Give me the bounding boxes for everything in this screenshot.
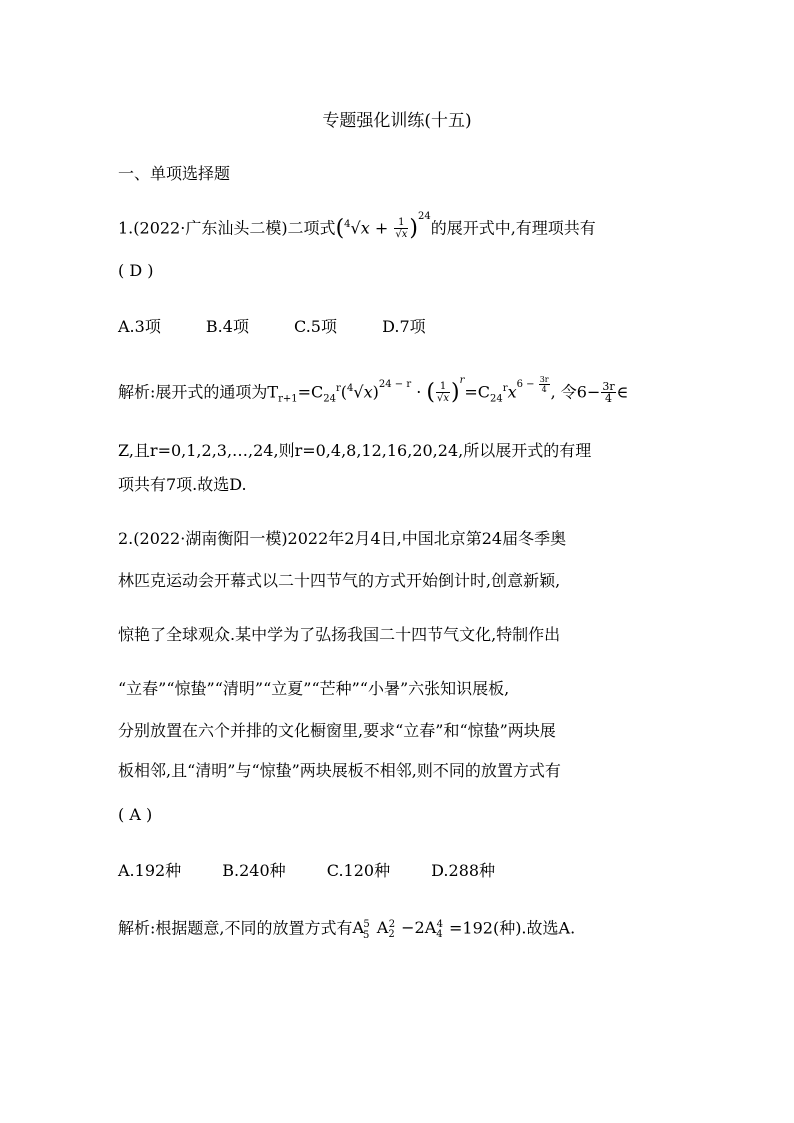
q2-option-d: D.288种 [431, 861, 496, 880]
q1-exp-suffix: ∈ [616, 382, 629, 402]
q2-answer: ( A ) [118, 805, 153, 824]
q1-option-c: C.5项 [294, 317, 337, 336]
q1-explanation-line3: 项共有7项.故选D. [118, 475, 247, 494]
q2-stem-line3: 惊艳了全球观众.某中学为了弘扬我国二十四节气文化,特制作出 [118, 625, 561, 644]
q1-exp-mid: , 令6− [550, 382, 601, 402]
q2-stem-line6: 板相邻,且“清明”与“惊蛰”两块展板不相邻,则不同的放置方式有 [118, 761, 561, 780]
q1-explanation-line2: Z,且r=0,1,2,3,…,24,则r=0,4,8,12,16,20,24,所以展开式的有理 [118, 441, 592, 460]
q1-stem: 1.(2022·广东汕头二模)二项式($^4$√x + $\frac{1}{√x}$ )$^{24}$的展开式中,有理项共有 [118, 211, 596, 241]
q2-option-c: C.120种 [326, 861, 391, 880]
page-title: 专题强化训练(十五) [322, 111, 472, 131]
q1-options [118, 314, 466, 337]
section-heading: 一、单项选择题 [118, 164, 231, 183]
q2-options [118, 858, 535, 881]
q1-option-b: B.4项 [205, 317, 249, 336]
formula-binomial: ( [335, 215, 345, 241]
q1-stem-suffix: 的展开式中,有理项共有 [430, 218, 596, 238]
q1-answer: ( D ) [118, 261, 154, 280]
q2-option-a: A.192种 [118, 861, 182, 880]
q2-exp-suffix: =192(种).故选A. [449, 918, 576, 938]
formula-fraction: $\frac{1}{√x}$ [395, 217, 408, 241]
q2-explanation [118, 914, 575, 947]
q2-option-b: B.240种 [222, 861, 286, 880]
q2-exp-prefix: 解析:根据题意,不同的放置方式有 [118, 918, 353, 938]
q1-exp-prefix: 解析:展开式的通项为T [118, 382, 279, 402]
q2-stem-line5: 分别放置在六个并排的文化橱窗里,要求“立春”和“惊蛰”两块展 [118, 721, 556, 740]
q2-stem-line1: 2.(2022·湖南衡阳一模)2022年2月4日,中国北京第24届冬季奥 [118, 529, 567, 548]
formula-arrangement: $A_5^5$ $A_2^2 -2A_4^4$ [352, 918, 443, 941]
q1-option-a: A.3项 [118, 317, 161, 336]
q2-stem-line4: “立春”“惊蛰”“清明”“立夏”“芒种”“小暑”六张知识展板, [118, 679, 510, 698]
q1-explanation-line1: 解析:展开式的通项为$T_{r+1}=C_{24}^r(^4√x)^{24 - r}$ · ( $\frac{1}{√x}$ )$^r=C_{24}^rx^{6 - \frac{3r}{4}}$ , 令6− $\frac{3r}{4}$ ∈ [118, 375, 629, 406]
q2-stem-line2: 林匹克运动会开幕式以二十四节气的方式开始倒计时,创意新颖, [118, 571, 561, 590]
q1-stem-prefix: 1.(2022·广东汕头二模)二项式 [118, 218, 336, 238]
q1-option-d: D.7项 [382, 317, 426, 336]
